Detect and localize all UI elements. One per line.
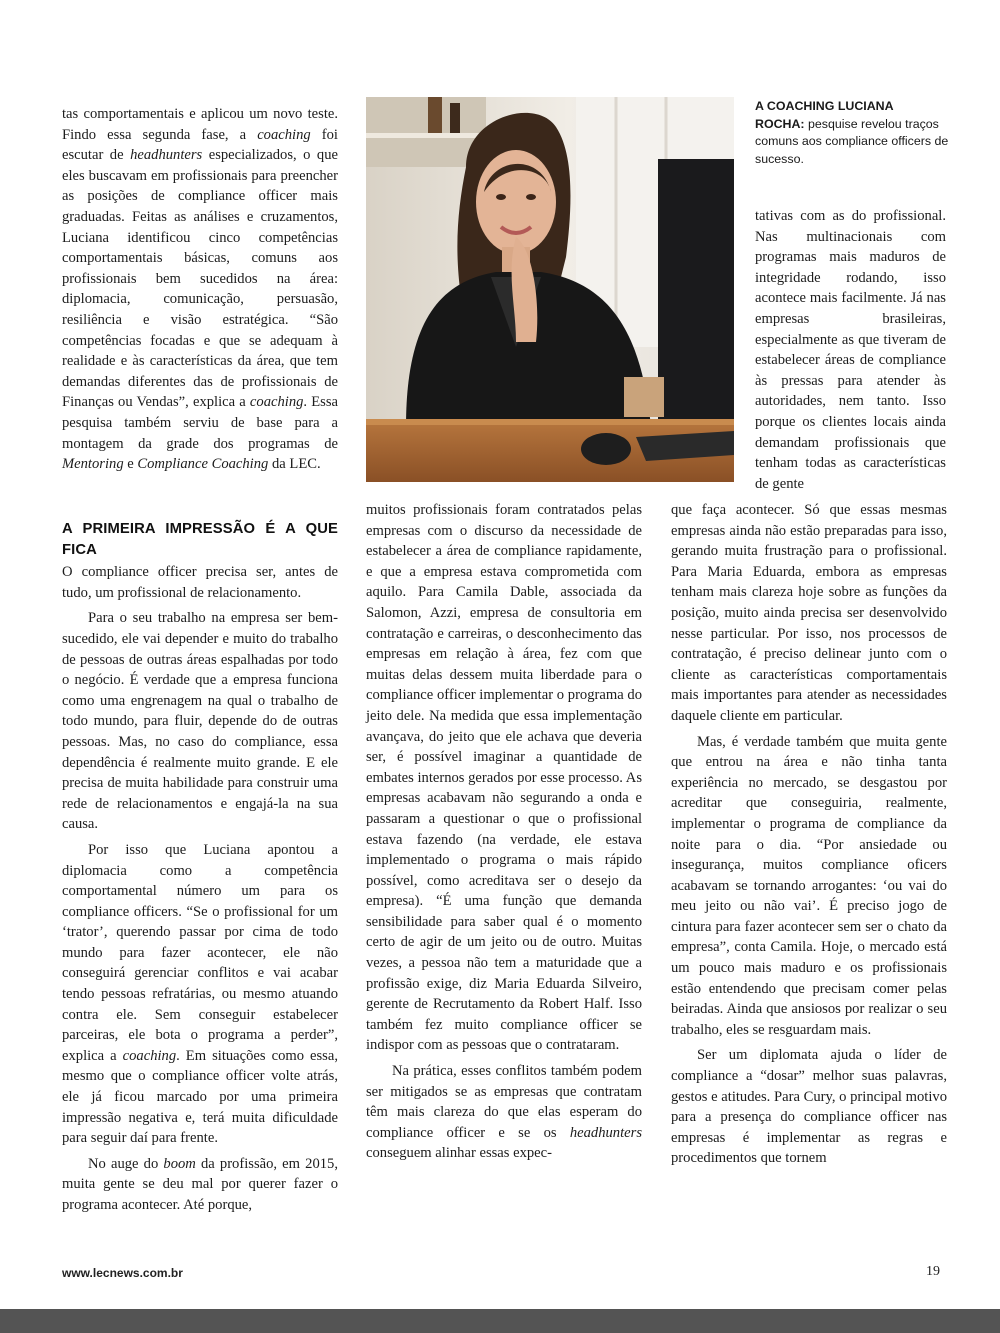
text-run: conseguem alinhar essas expec-: [366, 1145, 552, 1162]
text-run-italic: coaching: [122, 1047, 177, 1064]
paragraph: [62, 1154, 338, 1216]
bottom-bar: [0, 1309, 1000, 1333]
photo-caption: [755, 98, 955, 168]
text-run-italic: headhunters: [130, 147, 203, 164]
text-run: da profissão, em 2015, muita gente se deu mal por querer fazer o programa acontecer. Até porque,: [62, 1155, 338, 1213]
text-run: especializados, o que eles buscavam em profissionais para preencher as posições de compliance officer mais graduadas. Feitas as análises e cruzamentos, Luciana identificou cinco competências comportamentais básicas, comuns aos profissionais bem sucedidos na área: diplomacia, comunicação, persuasão, resiliência e visão estratégica. “São competências focadas e que se adequam à realidade e às características da área, que tem demandas diferentes das de profissionais de Finanças ou Vendas”, explica a: [62, 147, 338, 411]
column-3-top: [755, 206, 946, 499]
paragraph: Para o seu trabalho na empresa ser bem-sucedido, ele vai depender e muito do trabalho de pessoas de outras áreas espalhadas por todo o negócio. É verdade que a empresa funciona como uma engrenagem na qual o trabalho de todo mundo, para fluir, depende do de outras pessoas. Mas, no caso do compliance, essa dependência é realmente muito grande. E ele precisa de muita habilidade para construir uma rede de relacionamentos e engajá-la na sua causa.: [62, 610, 338, 833]
paragraph: O compliance officer precisa ser, antes de tudo, um profissional de relacionamento.: [62, 564, 338, 601]
text-run-italic: coaching: [249, 394, 304, 411]
caption-text: pesquise revelou traços comuns aos compliance officers de sucesso.: [755, 116, 949, 166]
paragraph: [62, 104, 338, 475]
caption-title-line-1: A COACHING LUCIANA: [755, 99, 894, 113]
column-3-bottom: [671, 500, 947, 1174]
paragraph: muitos profissionais foram contratados pelas empresas com o discurso da necessidade de estabelecer a área de compliance rapidamente, e que a empresa estava comprometida com aquilo. Para Camila Dable, associada da Salomon, Azzi, empresa de consultoria em contratação e carreiras, o desconhecimento das empresas em relação à área, fez com que muitas delas dessem muita liberdade para o compliance officer implementar o programa do jeito dele. Na medida que essa implementação avançava, do jeito que ele achava que deveria ser, é possível imaginar a quantidade de embates internos gerados por esse processo. As empresas acabavam não segurando a onda e passaram a questionar o que o profissional estava fazendo (na verdade, ele estava implementado o programa o mais rápido possível, como acreditava ser o desejo da empresa). “É uma função que demanda sensibilidade para saber qual é o momento certo de agir de um jeito ou de outro. Muitas vezes, a pessoa não tem a maturidade que a profissão exige, diz Maria Eduarda Silveiro, gerente de Recrutamento da Robert Half. Isso também fez muito compliance officer se indispor com as pessoas que o contrataram.: [366, 502, 642, 1054]
paragraph: Mas, é verdade também que muita gente que entrou na área e não tinha tanta experiência no mercado, se desgastou por acreditar que conseguiria, realmente, implementar o programa de compliance da noite para o dia. “Por ansiedade ou insegurança, muitos compliance oficers acabavam se tornando arrogantes: ‘ou vai do meu jeito ou não vai’. É preciso jogo de cintura para fazer acontecer sem ser o chato da empresa”, conta Camila. Hoje, o mercado está um pouco mais maduro e os profissionais estão entendendo que precisam comer pelas beiradas. Ainda que ansiosos por realizar o seu trabalho, eles se resguardam mais.: [671, 733, 947, 1038]
text-run: da LEC.: [268, 456, 321, 473]
portrait-photo: [366, 97, 734, 482]
text-run-italic: Compliance Coaching: [137, 456, 269, 473]
text-run-italic: boom: [163, 1155, 196, 1172]
text-run: tas comportamentais e aplicou um novo teste. Findo essa segunda fase, a: [62, 106, 338, 143]
text-run: . Essa pesquisa também serviu de base para a montagem da grade dos programas de: [62, 394, 338, 452]
page-number: 19: [926, 1264, 940, 1279]
text-run: Por isso que Luciana apontou a diplomacia como a competência comportamental número um para os compliance officers. “Se o profissional for um ‘trator’, querendo passar por cima de todo mundo para fazer acontecer, ele não conseguirá gerenciar conflitos e vai acabar tendo pessoas refratárias, ou mesmo atuando contra ele. Sem conseguir estabelecer parceiras, ele bota o programa a perder”, explica a: [62, 841, 338, 1064]
text-run: . Em situações como essa, mesmo que o compliance officer volte atrás, ele já ficou marcado por uma primeira impressão negativa e, terá muita dificuldade para seguir daí para frente.: [62, 1047, 338, 1147]
paragraph: Ser um diplomata ajuda o líder de compliance a “dosar” melhor suas palavras, gestos e atitudes. Para Cury, o principal motivo para a presença do compliance officer nas empresas é implementar as regras e procedimentos que tornem: [671, 1047, 947, 1167]
text-run-italic: headhunters: [569, 1124, 642, 1141]
portrait-illustration: [366, 97, 734, 482]
paragraph: [62, 840, 338, 1149]
caption-title-line-2: ROCHA:: [755, 116, 805, 131]
column-1-top: [62, 104, 338, 480]
paragraph: [366, 1061, 642, 1164]
section-heading: A PRIMEIRA IMPRESSÃO É A QUE FICA: [62, 521, 338, 558]
text-run: No auge do: [88, 1155, 164, 1172]
text-run: e: [123, 456, 138, 473]
text-run-italic: coaching: [257, 126, 311, 143]
footer-website-link[interactable]: www.lecnews.com.br: [62, 1266, 183, 1280]
column-1-bottom: [62, 519, 338, 1221]
text-run-italic: Mentoring: [62, 456, 124, 473]
text-run: Na prática, esses conflitos também podem ser mitigados se as empresas que contratam têm mais clareza do que elas esperam do compliance officer e se os: [366, 1063, 642, 1141]
column-2: [366, 500, 642, 1169]
paragraph: que faça acontecer. Só que essas mesmas empresas ainda não estão preparadas para isso, gerando muita frustração para o profissional. Para Maria Eduarda, embora as empresas tenham mais clareza hoje sobre as funções da posição, muito ainda precisa ser desenvolvido nesse particular. Por isso, nos processos de contratação, é preciso delinear junto com o cliente as características comportamentais mais importantes para atender as necessidades daquele cliente em particular.: [671, 502, 947, 724]
text-run: foi escutar de: [62, 126, 338, 164]
paragraph: tativas com as do profissional. Nas multinacionais com programas mais maduros de integridade rodando, isso acontece mais facilmente. Já nas empresas brasileiras, especialmente as que tiveram de estabelecer áreas de compliance às pressas para atender às autoridades, nem tanto. Isso porque os clientes locais ainda demandam profissionais que tenham todas as características de gente: [755, 208, 946, 492]
